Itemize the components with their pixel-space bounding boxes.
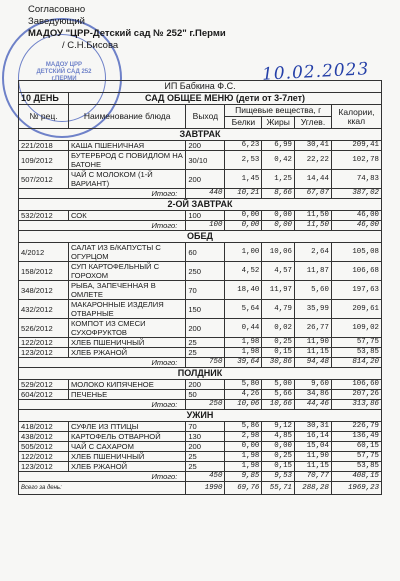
menu-item-row xyxy=(19,262,382,281)
carbs-value: 34,86 xyxy=(294,390,331,400)
total-fat: 0,00 xyxy=(262,221,295,231)
dish-name: СОК xyxy=(68,211,185,221)
total-calories: 408,15 xyxy=(331,472,381,482)
protein-value: 18,40 xyxy=(225,281,262,300)
calories-value: 106,68 xyxy=(331,262,381,281)
col-carbs: Углев. xyxy=(294,117,331,129)
protein-value: 0,00 xyxy=(225,211,262,221)
carbs-value: 35,99 xyxy=(294,300,331,319)
total-calories: 46,00 xyxy=(331,221,381,231)
protein-value: 1,98 xyxy=(225,338,262,348)
menu-item-row xyxy=(19,390,382,400)
approver-signature: / С.Н.Бисова xyxy=(62,40,119,51)
fat-value: 0,25 xyxy=(262,338,295,348)
output-value: 60 xyxy=(186,243,225,262)
protein-value: 1,98 xyxy=(225,462,262,472)
protein-value: 1,00 xyxy=(225,243,262,262)
menu-item-row xyxy=(19,281,382,300)
column-header-row xyxy=(19,105,382,117)
protein-value: 6,23 xyxy=(225,141,262,151)
carbs-value: 9,60 xyxy=(294,380,331,390)
total-label: Итого: xyxy=(19,358,186,368)
carbs-value: 15,04 xyxy=(294,442,331,452)
total-carbs: 70,77 xyxy=(294,472,331,482)
grand-total-carbs: 288,28 xyxy=(294,482,331,495)
output-value: 200 xyxy=(186,141,225,151)
calories-value: 60,15 xyxy=(331,442,381,452)
recipe-number: 532/2012 xyxy=(19,211,69,221)
total-fat: 10,66 xyxy=(262,400,295,410)
total-fat: 9,53 xyxy=(262,472,295,482)
protein-value: 1,98 xyxy=(225,348,262,358)
grand-total-fat: 55,71 xyxy=(262,482,295,495)
recipe-number: 122/2012 xyxy=(19,452,69,462)
col-output: Выход xyxy=(186,105,225,129)
fat-value: 4,79 xyxy=(262,300,295,319)
dish-name: САЛАТ ИЗ Б/КАПУСТЫ С ОГУРЦОМ xyxy=(68,243,185,262)
protein-value: 5,86 xyxy=(225,422,262,432)
grand-total-output: 1990 xyxy=(186,482,225,495)
organization-name: МАДОУ "ЦРР-Детский сад № 252" г.Перми xyxy=(28,28,226,39)
recipe-number: 438/2012 xyxy=(19,432,69,442)
recipe-number: 122/2012 xyxy=(19,338,69,348)
fat-value: 4,57 xyxy=(262,262,295,281)
recipe-number: 348/2012 xyxy=(19,281,69,300)
section-title: ОБЕД xyxy=(19,231,382,243)
fat-value: 9,12 xyxy=(262,422,295,432)
total-protein: 39,64 xyxy=(225,358,262,368)
protein-value: 2,98 xyxy=(225,432,262,442)
output-value: 30/10 xyxy=(186,151,225,170)
calories-value: 106,60 xyxy=(331,380,381,390)
output-value: 70 xyxy=(186,281,225,300)
output-value: 200 xyxy=(186,319,225,338)
protein-value: 5,80 xyxy=(225,380,262,390)
fat-value: 1,25 xyxy=(262,170,295,189)
total-protein: 10,06 xyxy=(225,400,262,410)
section-header xyxy=(19,368,382,380)
calories-value: 46,00 xyxy=(331,211,381,221)
dish-name: ПЕЧЕНЬЕ xyxy=(68,390,185,400)
section-total-row xyxy=(19,472,382,482)
carbs-value: 5,60 xyxy=(294,281,331,300)
total-label: Итого: xyxy=(19,400,186,410)
col-name: Наименование блюда xyxy=(68,105,185,129)
total-calories: 814,20 xyxy=(331,358,381,368)
output-value: 130 xyxy=(186,432,225,442)
recipe-number: 4/2012 xyxy=(19,243,69,262)
section-title: 2-ОЙ ЗАВТРАК xyxy=(19,199,382,211)
fat-value: 0,02 xyxy=(262,319,295,338)
fat-value: 11,97 xyxy=(262,281,295,300)
calories-value: 209,61 xyxy=(331,300,381,319)
output-value: 70 xyxy=(186,422,225,432)
total-carbs: 44,46 xyxy=(294,400,331,410)
col-protein: Белки xyxy=(225,117,262,129)
fat-value: 0,15 xyxy=(262,348,295,358)
protein-value: 5,64 xyxy=(225,300,262,319)
total-output: 450 xyxy=(186,472,225,482)
total-calories: 387,02 xyxy=(331,189,381,199)
calories-value: 197,63 xyxy=(331,281,381,300)
output-value: 25 xyxy=(186,338,225,348)
calories-value: 105,08 xyxy=(331,243,381,262)
section-title: ЗАВТРАК xyxy=(19,129,382,141)
carbs-value: 14,44 xyxy=(294,170,331,189)
output-value: 25 xyxy=(186,452,225,462)
handwritten-date: 10.02.2023 xyxy=(261,59,370,85)
dish-name: ХЛЕБ РЖАНОЙ xyxy=(68,348,185,358)
total-protein: 9,85 xyxy=(225,472,262,482)
output-value: 100 xyxy=(186,211,225,221)
dish-name: СУФЛЕ ИЗ ПТИЦЫ xyxy=(68,422,185,432)
recipe-number: 158/2012 xyxy=(19,262,69,281)
menu-item-row xyxy=(19,338,382,348)
title-row xyxy=(19,93,382,105)
fat-value: 5,00 xyxy=(262,380,295,390)
carbs-value: 22,22 xyxy=(294,151,331,170)
section-total-row xyxy=(19,221,382,231)
approver-title: Заведующий xyxy=(28,16,85,27)
total-protein: 10,21 xyxy=(225,189,262,199)
dish-name: ХЛЕБ РЖАНОЙ xyxy=(68,462,185,472)
menu-title: САД ОБЩЕЕ МЕНЮ (дети от 3-7лет) xyxy=(68,93,381,105)
total-calories: 313,86 xyxy=(331,400,381,410)
grand-total-row xyxy=(19,482,382,495)
menu-item-row xyxy=(19,300,382,319)
calories-value: 57,75 xyxy=(331,338,381,348)
total-label: Итого: xyxy=(19,221,186,231)
section-header xyxy=(19,199,382,211)
total-output: 750 xyxy=(186,358,225,368)
recipe-number: 109/2012 xyxy=(19,151,69,170)
day-label: 10 ДЕНЬ xyxy=(19,93,69,105)
menu-item-row xyxy=(19,422,382,432)
fat-value: 4,85 xyxy=(262,432,295,442)
menu-item-row xyxy=(19,141,382,151)
fat-value: 0,15 xyxy=(262,462,295,472)
output-value: 250 xyxy=(186,262,225,281)
fat-value: 5,66 xyxy=(262,390,295,400)
menu-item-row xyxy=(19,452,382,462)
output-value: 50 xyxy=(186,390,225,400)
fat-value: 0,25 xyxy=(262,452,295,462)
protein-value: 1,45 xyxy=(225,170,262,189)
section-title: УЖИН xyxy=(19,410,382,422)
section-header xyxy=(19,129,382,141)
menu-item-row xyxy=(19,151,382,170)
recipe-number: 123/2012 xyxy=(19,348,69,358)
total-carbs: 11,50 xyxy=(294,221,331,231)
calories-value: 53,85 xyxy=(331,348,381,358)
protein-value: 4,26 xyxy=(225,390,262,400)
fat-value: 0,00 xyxy=(262,442,295,452)
output-value: 200 xyxy=(186,442,225,452)
menu-item-row xyxy=(19,348,382,358)
menu-table xyxy=(18,80,382,495)
carbs-value: 11,50 xyxy=(294,211,331,221)
fat-value: 6,99 xyxy=(262,141,295,151)
output-value: 200 xyxy=(186,170,225,189)
section-total-row xyxy=(19,358,382,368)
recipe-number: 432/2012 xyxy=(19,300,69,319)
carbs-value: 30,41 xyxy=(294,141,331,151)
carbs-value: 11,87 xyxy=(294,262,331,281)
section-total-row xyxy=(19,189,382,199)
section-header xyxy=(19,231,382,243)
fat-value: 0,42 xyxy=(262,151,295,170)
dish-name: КАША ПШЕНИЧНАЯ xyxy=(68,141,185,151)
total-output: 440 xyxy=(186,189,225,199)
protein-value: 1,98 xyxy=(225,452,262,462)
recipe-number: 526/2012 xyxy=(19,319,69,338)
protein-value: 0,44 xyxy=(225,319,262,338)
carbs-value: 11,15 xyxy=(294,348,331,358)
recipe-number: 505/2012 xyxy=(19,442,69,452)
approval-label: Согласовано xyxy=(28,4,86,15)
dish-name: РЫБА, ЗАПЕЧЕННАЯ В ОМЛЕТЕ xyxy=(68,281,185,300)
carbs-value: 11,90 xyxy=(294,452,331,462)
menu-item-row xyxy=(19,319,382,338)
grand-total-label: Всего за день: xyxy=(19,482,186,495)
total-label: Итого: xyxy=(19,472,186,482)
protein-value: 0,00 xyxy=(225,442,262,452)
menu-item-row xyxy=(19,462,382,472)
col-calories: Калории, ккал xyxy=(331,105,381,129)
calories-value: 74,83 xyxy=(331,170,381,189)
section-header xyxy=(19,410,382,422)
section-total-row xyxy=(19,400,382,410)
recipe-number: 529/2012 xyxy=(19,380,69,390)
section-title: ПОЛДНИК xyxy=(19,368,382,380)
dish-name: КАРТОФЕЛЬ ОТВАРНОЙ xyxy=(68,432,185,442)
dish-name: СУП КАРТОФЕЛЬНЫЙ С ГОРОХОМ xyxy=(68,262,185,281)
recipe-number: 604/2012 xyxy=(19,390,69,400)
total-carbs: 67,07 xyxy=(294,189,331,199)
dish-name: МОЛОКО КИПЯЧЕНОЕ xyxy=(68,380,185,390)
total-carbs: 94,48 xyxy=(294,358,331,368)
calories-value: 53,85 xyxy=(331,462,381,472)
total-output: 100 xyxy=(186,221,225,231)
col-recipe: № рец. xyxy=(19,105,69,129)
dish-name: ХЛЕБ ПШЕНИЧНЫЙ xyxy=(68,452,185,462)
recipe-number: 418/2012 xyxy=(19,422,69,432)
protein-value: 2,53 xyxy=(225,151,262,170)
total-fat: 30,86 xyxy=(262,358,295,368)
recipe-number: 221/2018 xyxy=(19,141,69,151)
fat-value: 10,06 xyxy=(262,243,295,262)
menu-item-row xyxy=(19,243,382,262)
dish-name: ЧАЙ С САХАРОМ xyxy=(68,442,185,452)
calories-value: 207,26 xyxy=(331,390,381,400)
grand-total-calories: 1969,23 xyxy=(331,482,381,495)
menu-item-row xyxy=(19,380,382,390)
dish-name: КОМПОТ ИЗ СМЕСИ СУХОФРУКТОВ xyxy=(68,319,185,338)
fat-value: 0,00 xyxy=(262,211,295,221)
calories-value: 57,75 xyxy=(331,452,381,462)
carbs-value: 30,31 xyxy=(294,422,331,432)
carbs-value: 11,15 xyxy=(294,462,331,472)
total-fat: 8,66 xyxy=(262,189,295,199)
total-label: Итого: xyxy=(19,189,186,199)
supplier-name: ИП Бабкина Ф.С. xyxy=(19,81,382,93)
col-nutrients: Пищевые вещества, г xyxy=(225,105,331,117)
stamp-text: МАДОУ ЦРР ДЕТСКИЙ САД 252 г.ПЕРМИ xyxy=(36,62,92,82)
calories-value: 136,49 xyxy=(331,432,381,442)
carbs-value: 16,14 xyxy=(294,432,331,442)
dish-name: ЧАЙ С МОЛОКОМ (1-Й ВАРИАНТ) xyxy=(68,170,185,189)
output-value: 25 xyxy=(186,462,225,472)
dish-name: МАКАРОННЫЕ ИЗДЕЛИЯ ОТВАРНЫЕ xyxy=(68,300,185,319)
output-value: 150 xyxy=(186,300,225,319)
total-protein: 0,00 xyxy=(225,221,262,231)
carbs-value: 11,90 xyxy=(294,338,331,348)
carbs-value: 26,77 xyxy=(294,319,331,338)
menu-item-row xyxy=(19,432,382,442)
menu-item-row xyxy=(19,170,382,189)
recipe-number: 507/2012 xyxy=(19,170,69,189)
recipe-number: 123/2012 xyxy=(19,462,69,472)
col-fat: Жиры xyxy=(262,117,295,129)
calories-value: 226,79 xyxy=(331,422,381,432)
menu-item-row xyxy=(19,211,382,221)
dish-name: ХЛЕБ ПШЕНИЧНЫЙ xyxy=(68,338,185,348)
total-output: 250 xyxy=(186,400,225,410)
carbs-value: 2,64 xyxy=(294,243,331,262)
menu-item-row xyxy=(19,442,382,452)
calories-value: 102,78 xyxy=(331,151,381,170)
output-value: 25 xyxy=(186,348,225,358)
supplier-row xyxy=(19,81,382,93)
grand-total-protein: 69,76 xyxy=(225,482,262,495)
protein-value: 4,52 xyxy=(225,262,262,281)
calories-value: 109,02 xyxy=(331,319,381,338)
calories-value: 209,41 xyxy=(331,141,381,151)
dish-name: БУТЕРБРОД С ПОВИДЛОМ НА БАТОНЕ xyxy=(68,151,185,170)
output-value: 200 xyxy=(186,380,225,390)
